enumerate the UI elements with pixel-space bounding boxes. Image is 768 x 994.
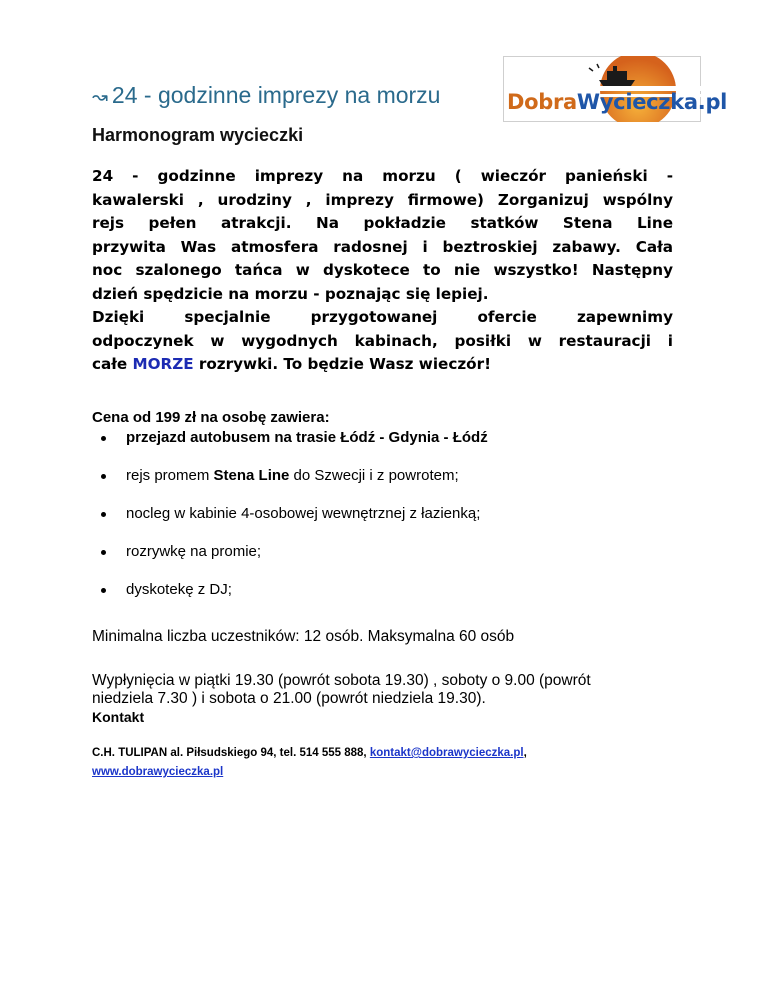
intro-line: kawalerski , urodziny , imprezy firmowe) Zorganizuj wspólny [92,190,673,209]
intro-line: dzień spędzicie na morzu - poznając się lepiej. [92,284,489,303]
intro-line: 24 - godzinne imprezy na morzu ( wieczór panieński - [92,167,673,185]
list-item: przejazd autobusem na trasie Łódź - Gdynia - Łódź [92,429,488,446]
departures-text: Wypłynięcia w piątki 19.30 (powrót sobota 19.30) , soboty o 9.00 (powrót niedziela 7.30 ) i sobota o 21.00 (powrót niedziela 19.30). [92,672,591,707]
participants-text: Minimalna liczba uczestników: 12 osób. Maksymalna 60 osób [92,628,515,645]
list-item: dyskotekę z DJ; [92,581,488,598]
intro-line: Dzięki specjalnie przygotowanej ofercie zapewnimy [92,308,673,326]
morze-highlight: MORZE [132,355,194,373]
wave-arrow-icon: ↝ [92,87,108,108]
intro-line: przywita Was atmosfera radosnej i beztroskiej zabawy. Cała [92,237,673,256]
intro-line: całe MORZE rozrywki. To będzie Wasz wieczór! [92,355,492,373]
email-link[interactable]: kontakt@dobrawycieczka.pl [369,747,524,759]
list-item: rejs promem Stena Line do Szwecji i z powrotem; [92,467,488,484]
page-title [92,82,440,109]
logo-text: DobraWycieczka.pl [507,90,728,114]
price-heading: Cena od 199 zł na osobę zawiera: [92,409,330,426]
intro-line: rejs pełen atrakcji. Na pokładzie statków Stena Line [92,214,673,232]
contact-footer: C.H. TULIPAN al. Piłsudskiego 94, tel. 514 555 888, kontakt@dobrawycieczka.pl, www.dobrawycieczka.pl [92,747,527,778]
contact-address: C.H. TULIPAN al. Piłsudskiego 94, tel. 514 555 888, [92,747,370,759]
intro-line: odpoczynek w wygodnych kabinach, posiłki w restauracji i [92,331,673,350]
intro-paragraph [92,165,673,377]
website-link[interactable]: www.dobrawycieczka.pl [92,766,224,778]
contact-label: Kontakt [92,709,145,725]
ship-shape [599,80,635,86]
dobrawycieczka-logo [503,56,728,122]
section-title: Harmonogram wycieczki [92,125,304,145]
title-text: 24 - godzinne imprezy na morzu [111,82,441,108]
list-item: rozrywkę na promie; [92,543,488,560]
included-list [92,429,488,598]
list-item: nocleg w kabinie 4-osobowej wewnętrznej z łazienką; [92,505,488,522]
intro-line: noc szalonego tańca w dyskotece to nie wszystko! Następny [92,261,673,279]
